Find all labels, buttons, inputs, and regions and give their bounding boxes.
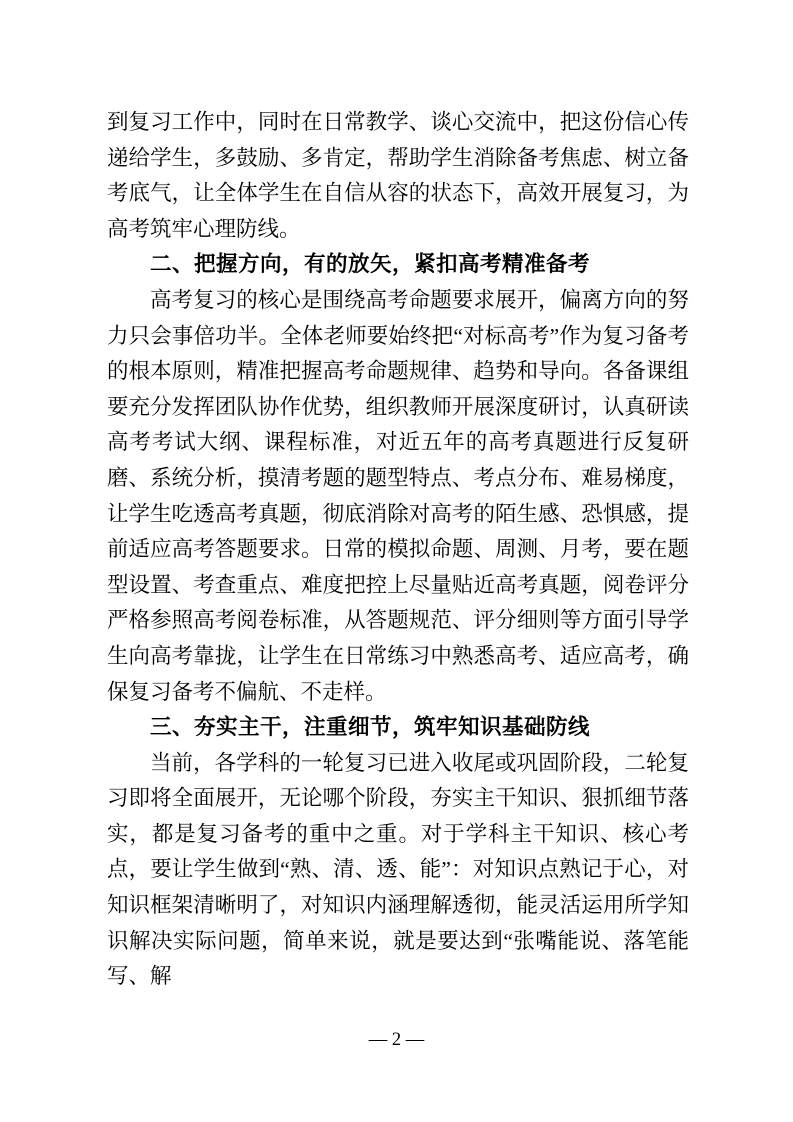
page-footer — [0, 1030, 793, 1051]
body-paragraph: 高考复习的核心是围绕高考命题要求展开，偏离方向的努力只会事倍功半。全体老师要始终把“对标高考”作为复习备考的根本原则，精准把握高考命题规律、趋势和导向。各备课组要充分发挥团队协作优势，组织教师开展深度研讨，认真研读高考考试大纲、课程标准，对近五年的高考真题进行反复研磨、系统分析，摸清考题的题型特点、考点分布、难易梯度，让学生吃透高考真题，彻底消除对高考的陌生感、恐惧感，提前适应高考答题要求。日常的模拟命题、周测、月考，要在题型设置、考查重点、难度把控上尽量贴近高考真题，阅卷评分严格参照高考阅卷标准，从答题规范、评分细则等方面引导学生向高考靠拢，让学生在日常练习中熟悉高考、适应高考，确保复习备考不偏航、不走样。 — [107, 287, 689, 704]
section-heading: 三、夯实主干，注重细节，筑牢知识基础防线 — [150, 715, 591, 740]
document-content — [107, 105, 689, 995]
body-paragraph: 当前，各学科的一轮复习已进入收尾或巩固阶段，二轮复习即将全面展开，无论哪个阶段，夯实主干知识、狠抓细节落实，都是复习备考的重中之重。对于学科主干知识、核心考点，要让学生做到“熟、清、透、能”：对知识点熟记于心，对知识框架清晰明了，对知识内涵理解透彻，能灵活运用所学知识解决实际问题，简单来说，就是要达到“张嘴能说、落笔能写、解 — [107, 750, 689, 989]
page-number: — 2 — — [368, 1030, 425, 1050]
body-paragraph: 到复习工作中，同时在日常教学、谈心交流中，把这份信心传递给学生，多鼓励、多肯定，帮助学生消除备考焦虑、树立备考底气，让全体学生在自信从容的状态下，高效开展复习，为高考筑牢心理防线。 — [107, 110, 689, 241]
section-heading: 二、把握方向，有的放矢，紧扣高考精准备考 — [150, 252, 591, 277]
